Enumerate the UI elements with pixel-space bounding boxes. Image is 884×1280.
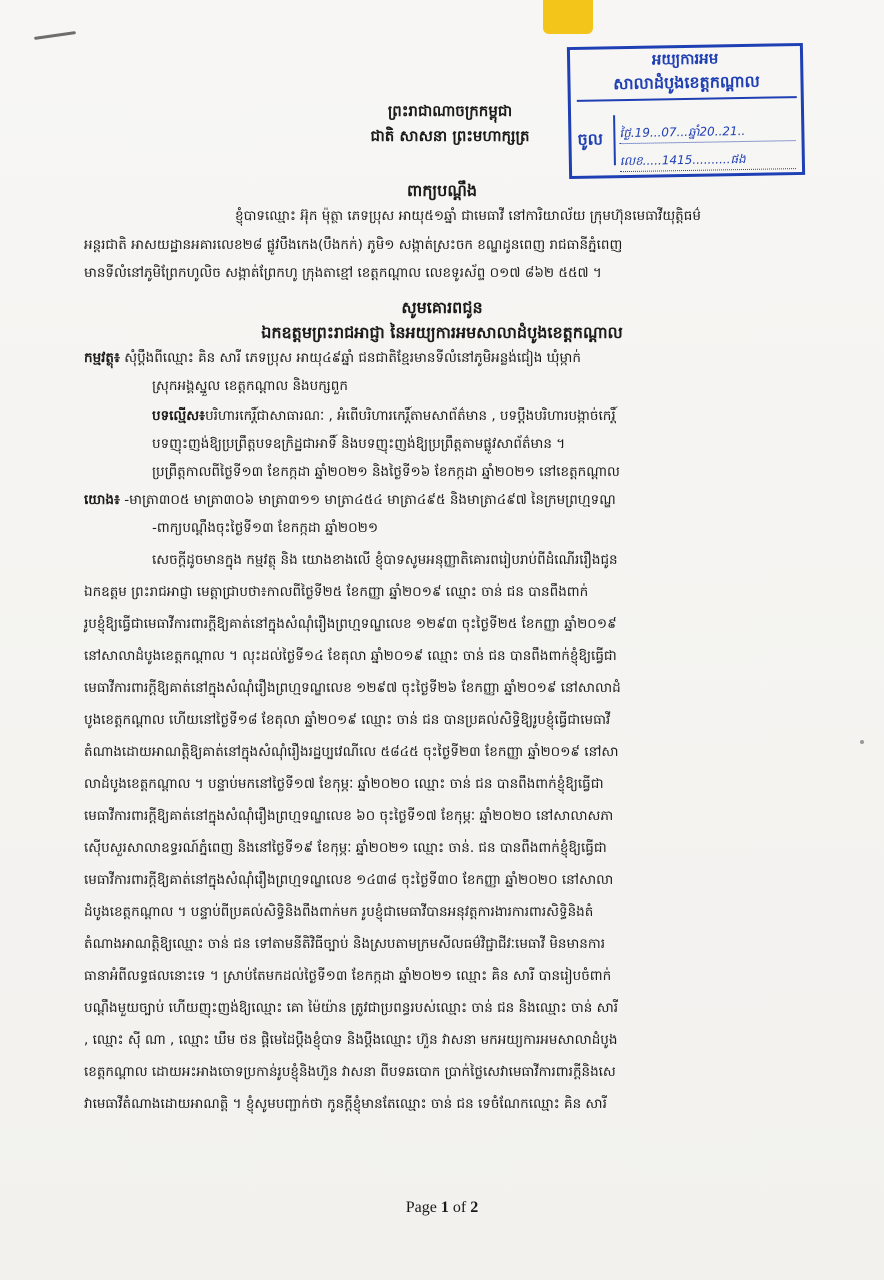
stamp-received-label: ចូល (577, 115, 616, 166)
addressee: ឯកឧត្តមព្រះរាជអាជ្ញា នៃអយ្យការអមសាលាដំបូងខេត្តកណ្តាល (261, 323, 623, 342)
stamp-number: លេខ.....1415..........ផង (620, 150, 796, 172)
stamp-date: ថ្ងៃ.19...07...ឆ្នាំ20..21.. (619, 122, 795, 144)
body-line: លាដំបូងខេត្តកណ្តាល ។ បន្ទាប់មកនៅថ្ងៃទី១៧ ខែកុម្ភៈ ឆ្នាំ២០២០ ឈ្មោះ ចាន់ ជន បានពឹងពាក់ខ្ញុំឱ្យធ្វើជា (84, 776, 604, 792)
subject-label: កម្មវត្ថុ៖ (84, 350, 120, 366)
intro-line: មានទីលំនៅភូមិព្រែកហូលិច សង្កាត់ព្រែកហូ ក្រុងតាខ្មៅ ខេត្តកណ្តាល លេខទូរស័ព្ទ ០១៧ ៨៦២ ៥៥៧ ។ (84, 265, 602, 281)
body-line: នៅសាលាដំបូងខេត្តកណ្តាល ។ លុះដល់ថ្ងៃទី១៤ ខែតុលា ឆ្នាំ២០១៩ ឈ្មោះ ចាន់ ជន បានពឹងពាក់ខ្ញុំឱ្យធ្វើជា (84, 648, 617, 664)
body-line: រូបខ្ញុំឱ្យធ្វើជាមេធាវីការពារក្តីឱ្យគាត់នៅក្នុងសំណុំរឿងព្រហ្មទណ្ឌលេខ ១២៩៣ ចុះថ្ងៃទី២៥ ខែកញ្ញា ឆ្នាំ២០១៩ (84, 616, 617, 632)
body-line: បូងខេត្តកណ្តាល ហើយនៅថ្ងៃទី១៨ ខែតុលា ឆ្នាំ២០១៩ ឈ្មោះ ចាន់ ជន បានប្រគល់សិទ្ធិឱ្យរូបខ្ញុំធ្វើជាមេធាវី (84, 712, 611, 728)
intro-line: ខ្ញុំបាទឈ្មោះ អ៊ុក ម៉ុត្ថា ភេទប្រុស អាយុ៥១ឆ្នាំ ជាមេធាវី នៅការិយាល័យ ក្រុមហ៊ុនមេធាវីយុត្តិធម៌ (235, 208, 701, 224)
motto-header: ជាតិ សាសនា ព្រះមហាក្សត្រ (370, 127, 530, 145)
request-heading: សូមគោរពជូន (401, 298, 483, 317)
body-line: តំណាងអាណត្តិឱ្យឈ្មោះ ចាន់ ជន ទៅតាមនីតិវិធីច្បាប់ និងស្របតាមក្រមសីលធម៌វិជ្ជាជីវៈមេធាវី មិនមានការ (84, 936, 606, 952)
footer-total-pages: 2 (470, 1199, 479, 1216)
body-line: មេធាវីការពារក្តីឱ្យគាត់នៅក្នុងសំណុំរឿងព្រហ្មទណ្ឌលេខ ១៤៣៨ ចុះថ្ងៃទី៣០ ខែកញ្ញា ឆ្នាំ២០២០ នៅសាលា (84, 872, 614, 888)
offense-text: បរិហារកេរ្តិ៍ជាសាធារណៈ , អំពើបរិហារកេរ្តិ៍តាមសាព័ត៌មាន , បទប្តឹងបរិហារបង្កាច់កេរ្តិ៍ (205, 408, 616, 424)
reference-line: -ពាក្យបណ្តឹងចុះថ្ងៃទី១៣ ខែកក្កដា ឆ្នាំ២០២១ (152, 520, 379, 536)
body-line: , ឈ្មោះ ស៊ី ណា , ឈ្មោះ ឃឹម ថន ផ្តិមេដៃប្តឹងខ្ញុំបាទ និងប្តឹងឈ្មោះ ហ៊ួន វាសនា មកអយ្យការអមសាលាដំបូង (84, 1032, 618, 1048)
footer-page-word: Page (405, 1199, 437, 1216)
received-stamp (567, 43, 805, 179)
adhesive-tape (543, 0, 593, 34)
body-line: វាមេធាវីតំណាងដោយអាណត្តិ ។ ខ្ញុំសូមបញ្ជាក់ថា កូនក្តីខ្ញុំមានតែឈ្មោះ ចាន់ ជន ទេចំណែកឈ្មោះ គិន សារី (84, 1096, 607, 1112)
body-line: ដំបូងខេត្តកណ្តាល ។ បន្ទាប់ពីប្រគល់សិទ្ធិនិងពឹងពាក់មក រូបខ្ញុំជាមេធាវីបានអនុវត្តការងារការពារសិទ្ធិនិងតំ (84, 904, 594, 920)
subject-line: ស្រុកអង្គស្នួល ខេត្តកណ្តាល និងបក្សពួក (152, 378, 348, 394)
footer-current-page: 1 (440, 1199, 449, 1216)
paper-speck (860, 740, 864, 744)
body-line: មេធាវីការពារក្តីឱ្យគាត់នៅក្នុងសំណុំរឿងព្រហ្មទណ្ឌលេខ ៦០ ចុះថ្ងៃទី១៧ ខែកុម្ភៈ ឆ្នាំ២០២០ នៅសាលាសភា (84, 808, 614, 824)
body-line: ខេត្តកណ្តាល ដោយអះអាងចោទប្រកាន់រូបខ្ញុំនិងហ៊ួន វាសនា ពីបទឆបោក ប្រាក់ថ្លៃសេវាមេធាវីការពារក្តីនិងសេ (84, 1064, 616, 1080)
body-line: ធានាអំពីលទ្ធផលនោះទេ ។ ស្រាប់តែមកដល់ថ្ងៃទី១៣ ខែកក្កដា ឆ្នាំ២០២១ ឈ្មោះ គិន សារី បានរៀបចំពាក់ (84, 968, 612, 984)
stamp-office: អយ្យការអម (651, 49, 719, 69)
subject-line (84, 350, 581, 366)
subject-text: សុំប្តឹងពីឈ្មោះ គិន សារី ភេទប្រុស អាយុ៤៩ឆ្នាំ ជនជាតិខ្មែរមានទីលំនៅភូមិអន្លង់ជៀង ឃុំម្កាក់ (119, 350, 581, 366)
body-line: មេធាវីការពារក្តីឱ្យគាត់នៅក្នុងសំណុំរឿងព្រហ្មទណ្ឌលេខ ១២៩៧ ចុះថ្ងៃទី២៦ ខែកញ្ញា ឆ្នាំ២០១៩ នៅសាលាដំ (84, 680, 621, 696)
doc-title: ពាក្យបណ្តឹង (407, 181, 477, 200)
body-line: តំណាងដោយអាណត្តិឱ្យគាត់នៅក្នុងសំណុំរឿងរដ្ឋប្បវេណីលេ ៥៨៤៥ ចុះថ្ងៃទី២៣ ខែកញ្ញា ឆ្នាំ២០១៩ នៅសា (84, 744, 619, 760)
kingdom-header: ព្រះរាជាណាចក្រកម្ពុជា (387, 102, 513, 120)
reference-line (84, 492, 616, 508)
body-line: បណ្តឹងមួយច្បាប់ ហើយញុះញង់ឱ្យឈ្មោះ គោ ម៉ៃយ៉ាន ត្រូវជាប្រពន្ធរបស់ឈ្មោះ ចាន់ ជន និងឈ្មោះ ចាន់ សារី (84, 1000, 619, 1016)
intro-line: អន្តរជាតិ អាសយដ្ឋានអគារលេខ២៨ ផ្លូវបឹងកេង(បឹងកក់) ភូមិ១ សង្កាត់ស្រះចក ខណ្ឌដូនពេញ រាជធានីភ្នំពេញ (84, 237, 623, 253)
offense-label: បទល្មើស៖ (152, 408, 206, 424)
body-line: ស៊ើបសួរសាលាឧទ្ធរណ៍ភ្នំពេញ និងនៅថ្ងៃទី១៩ ខែកុម្ភៈ ឆ្នាំ២០២១ ឈ្មោះ ចាន់. ជន បានពឹងពាក់ខ្ញុំឱ្យធ្វើជា (84, 840, 607, 856)
stamp-court: សាលាដំបូងខេត្តកណ្តាល (576, 70, 796, 102)
offense-line (152, 408, 616, 424)
body-line: ឯកឧត្តម ព្រះរាជអាជ្ញា មេត្តាជ្រាបថា៖កាលពីថ្ងៃទី២៥ ខែកញ្ញា ឆ្នាំ២០១៩ ឈ្មោះ ចាន់ ជន បានពឹងពាក់ (84, 584, 589, 600)
footer-of-word: of (452, 1199, 467, 1216)
reference-text: -មាត្រា៣០៥ មាត្រា៣០៦ មាត្រា៣១១ មាត្រា៤៥៤ មាត្រា៤៩៥ និងមាត្រា៤៩៧ នៃក្រមព្រហ្មទណ្ឌ (119, 492, 616, 508)
reference-label: យោង៖ (84, 492, 120, 508)
page-footer (0, 1199, 884, 1217)
offense-line: ប្រព្រឹត្តកាលពីថ្ងៃទី១៣ ខែកក្កដា ឆ្នាំ២០២១ និងថ្ងៃទី១៦ ខែកក្កដា ឆ្នាំ២០២១ នៅខេត្តកណ្តាល (152, 464, 620, 480)
body-line: សេចក្តីដូចមានក្នុង កម្មវត្ថុ និង យោងខាងលើ ខ្ញុំបាទសូមអនុញ្ញាតិគោរពរៀបរាប់ពីដំណើររឿងជូន (152, 552, 618, 568)
offense-line: បទញុះញង់ឱ្យប្រព្រឹត្តបទឧក្រិដ្ឋជាអាទិ៍ និងបទញុះញង់ឱ្យប្រព្រឹត្តតាមផ្លូវសាព័ត៌មាន ។ (152, 436, 566, 452)
